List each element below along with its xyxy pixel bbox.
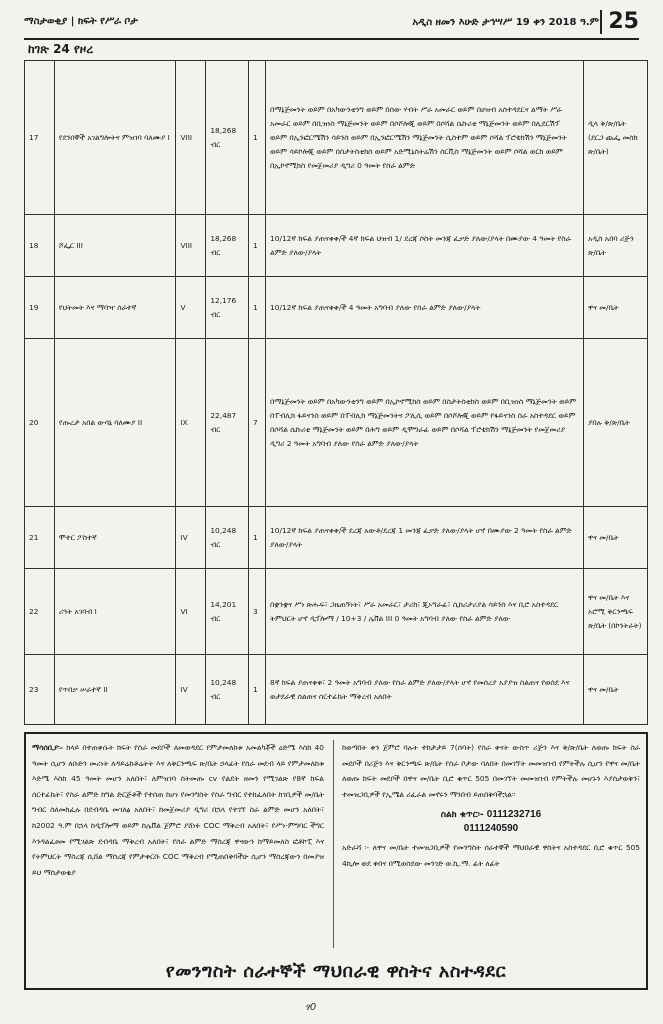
phone-number-2: 0111240590 [463, 823, 519, 835]
salary: 10,248 ብር [206, 655, 249, 725]
vacancy-count: 1 [248, 655, 265, 725]
requirements: በቋንቋና ሥነ ጽሑፍ፣ ጋዜጠኝነት፣ ሥራ አመራር፣ ታሪክ፣ ጂኦግራፊ፣ ሲከሪታሪያል ሳይንስ እና ቢሮ አስተዳደር ትምህርት ሆኖ ዲፕሎማ / 10+3 / ሌቨል III 0 ዓመት አግባብ ያለው የስራ ልምድ ያለው [266, 569, 584, 655]
table-row [25, 61, 648, 215]
salary: 12,176 ብር [206, 277, 249, 339]
job-title: የህትመት እና ማባዣ ሰራተኛ [54, 277, 176, 339]
phone-block [342, 808, 640, 836]
table-row [25, 569, 648, 655]
notice-right-text: ከወጣበት ቀን ጀምሮ ባሉት ተከታታይ 7(ሰባት) የስራ ቀናት ውስጥ ሪጅን እና ቅ/ጽ/ቤት ለወጡ ክፍት ስራ መደቦች በሪጅን እና ቅርንጫፍ ጽ/ቤት የስራ ቦታው ባለበት በመገኘት መመዝገብ የምትችሉ ሲሆን የዋና መ/ቤት ለወጡ ክፍት መደቦች በዋና መ/ቤት ቢሮ ቁጥር 505 በመገኘት መመዝገብ የምትችሉ መሆኑን እያስታወቅን፣ ተመዝጋቢዎች የኢሜል ሪፈራል መኖሩን ማንበብ ይጠበቅባችኋል፡፡ [342, 743, 640, 799]
table-row [25, 655, 648, 725]
row-number: 23 [25, 655, 55, 725]
vacancy-count: 1 [248, 277, 265, 339]
agency-name: የመንግስት ሰራተኞች ማህበራዊ ዋስትና አስተዳደር [165, 961, 507, 982]
salary: 18,268 ብር [206, 215, 249, 277]
job-grade: VIII [176, 215, 206, 277]
requirements: 8ኛ ክፍል ያጠናቀቀ፣ 2 ዓመት አግባብ ያለው የስራ ልምድ ያለው/ያላት ሆኖ የመሰረያ አያያዝ ስልጠና የወሰደ እና ወታደራዊ ስልጠና ሰርተፊኬት ማቅረብ አለበት [266, 655, 584, 725]
address-text: አድራሻ ፡- ለዋና መ/ቤት ተመዝጋቢዎች የመንግስት ሰራተኞች ማህበራዊ ዋስትና አስተዳደር ቢሮ ቁጥር 505 4ኪሎ ወደ ቀበና በሚወስደው መንገድ ወ.ኪ.ማ. ፊት ለፊት [342, 843, 640, 868]
table-row [25, 277, 648, 339]
notice-right-column [342, 740, 640, 872]
row-number: 20 [25, 339, 55, 507]
job-title: የደንበኞች አገልግሎትና ምዝገባ ባለሙያ I [54, 61, 176, 215]
row-number: 22 [25, 569, 55, 655]
vacancy-count: 7 [248, 339, 265, 507]
vacancy-count: 1 [248, 215, 265, 277]
row-number: 17 [25, 61, 55, 215]
salary: 10,248 ብር [206, 507, 249, 569]
requirements: በማኔጅመንት ወይም በአካውንቲንግ ወይም በሰው ሃብት ሥራ አመራር ወይም በሀዝብ አስተዳደርና ልማት ሥራ አመራር ወይም በቢዝነስ ማኔጅመንት ወይም በሶሾሎጂ ወይም በሶሻል ሴኩሪቲ ማኔጅመንት ወይም በሊደርሽፕ ወይም በኢንፎርሜሽን ሳይንስ ወይም በኢንፎርሜሽን ማኔጅመንት ሲስተም ወይም ሶሻል ፕሮቴክሽን ማኔጅመንት ወይም ሳይኮሎጂ ወይም በስታትስቲክስ ወይም አድሚኒስትሬሽን ሰርቪስ ማኔጅመንት ወይም ሶሻል ወርክ ወይም በኢኮኖሚክስ የመጀመሪያ ዲግሪ 0 ዓመት የስራ ልምድ [266, 61, 584, 215]
job-grade: VIII [176, 61, 206, 215]
phone-number-1: 0111232716 [486, 809, 542, 821]
vacancy-count: 1 [248, 61, 265, 215]
requirements: 10/12ኛ ክፍል ያጠናቀቀ/ች ደረጃ አውቶ/ደረጃ 1 መንጃ ፈቃድ ያለው/ያላት ሆኖ በሙያው 2 ዓመት የስራ ልምድ ያለው/ያላት [266, 507, 584, 569]
notice-box [24, 732, 648, 990]
row-number: 18 [25, 215, 55, 277]
work-place: ዋና መ/ቤት እና ኦሮሚ ቅርንጫፍ ጽ/ቤት (በኮንትራት) [583, 569, 647, 655]
row-number: 19 [25, 277, 55, 339]
table-row [25, 339, 648, 507]
column-divider [333, 740, 334, 948]
footer-page-mark: ፃ0 [305, 1002, 317, 1013]
notice-left-column [32, 740, 324, 880]
requirements: 10/12ኛ ክፍል ያጠናቀቀ/ች 4ኛ ክፍል ህዝብ 1/ ደረጃ ሶስት መንጃ ፈቃድ ያለው/ያላት በሙያው 4 ዓመት የስራ ልምድ ያለው/ያላት [266, 215, 584, 277]
salary: 22,487 ብር [206, 339, 249, 507]
job-grade: IV [176, 507, 206, 569]
job-title: የጡረታ አበል ውሳኔ ባለሙያ II [54, 339, 176, 507]
job-grade: V [176, 277, 206, 339]
salary: 14,201 ብር [206, 569, 249, 655]
vacancy-count: 3 [248, 569, 265, 655]
notice-label: ማሳሰቢያ፡- [32, 743, 63, 752]
work-place: ዋና መ/ቤት [583, 277, 647, 339]
job-grade: VI [176, 569, 206, 655]
header-section-label: ማስታወቂያ | ክፍት የሥራ ቦታ [24, 16, 138, 27]
work-place: ዲላ ቅ/ጽ/ቤት (ደርጋ ጨፌ መስክ ጽ/ቤት) [583, 61, 647, 215]
job-grade: IX [176, 339, 206, 507]
vacancy-table [24, 60, 648, 725]
continued-from-label: ከገጽ 24 የዞረ [28, 42, 94, 56]
job-title: ሾፌር III [54, 215, 176, 277]
vacancy-count: 1 [248, 507, 265, 569]
job-title: ሪጓት አገባብ I [54, 569, 176, 655]
job-title: ሞተር ፖስተኛ [54, 507, 176, 569]
job-grade: IV [176, 655, 206, 725]
work-place: ያበሉ ቅ/ጽ/ቤት [583, 339, 647, 507]
page-header [24, 10, 639, 40]
header-issue-date: አዲስ ዘመን እሁድ ታኅሣሥ 19 ቀን 2018 ዓ.ም [412, 17, 599, 28]
work-place: ዋና መ/ቤት [583, 507, 647, 569]
table-row [25, 215, 648, 277]
page-number: 25 [600, 10, 639, 34]
work-place: አዲስ አበባ ሪጅን ጽ/ቤት [583, 215, 647, 277]
requirements: 10/12ኛ ክፍል ያጠናቀቀ/ች 4 ዓመት አግባብ ያለው የስራ ልምድ ያለው/ያላት [266, 277, 584, 339]
notice-left-text: ከላይ በተጠቀሱት ክፍት የስራ መደቦች ለመወዳደር የምታመለከቱ አመልካቾች ዕድሜ እስከ 40 ዓመት ሲሆን ለቡድን መሪነት ለዳይሬክቶሬትት እና ለቅርንጫፍ ጽ/ቤት ኃላፊት የስራ መደብ ላይ የምታመለከቱ እድሜ እስከ 45 ዓመት መሆን አለበት፣ ለምዝገባ ስትመጡ cv የልደት ዘመን የሚገልጽ የ8ኛ ክፍል ሰርተፊኬት፣ የስራ ልምድ ከግል ድርጅቶች የተሰጠ ከሆነ የመንግስት የስራ ግብር የተከፈለበት ከገቢዎች መ/ቤት ግብር ስለመከፈሉ በደብዳቤ መገለፅ አለበት፣ ከመጀመሪያ ዲግሪ በኋላ የተገኘ ስራ ልምድ መሆን አለበት፣ ከ2002 ዓ.ም በኋላ ከዲፕሎማ ወይም ከሌቨል ጀምሮ ያሸነፉ COC ማቅረብ አለበት፣ የሥነ-ምግባር ችግር እንዳልፈፀመ የሚገልጽ ደብዳቤ ማቅረብ አለበት፣ የስራ ልምድ ማስረጃ ዋናውን ከማይመለስ ፎቶኮፒ እና የትምህርት ማስረጃ ሲሸል ማስረጃ የምታቀርቡ COC ማቅረብ የሚጠበቅባችሁ ሲሆን ማስረጃውን በመያዝ ይህ ማስታወቂያ [32, 743, 324, 877]
job-title: የጥበቃ ሠራተኛ II [54, 655, 176, 725]
work-place: ዋና መ/ቤት [583, 655, 647, 725]
salary: 18,268 ብር [206, 61, 249, 215]
table-row [25, 507, 648, 569]
phone-label: ስልክ ቁጥር፡- [440, 810, 484, 821]
requirements: በማኔጅመንት ወይም በአካውንቲንግ ወይም በኢኮኖሚክስ ወይም በስታትስቲክስ ወይም በቢዝነስ ማኔጅመንት ወይም በፐብሊክ ፋይናንስ ወይም በፐብሊክ ማኔጅመንትና ፖሊሲ ወይም በሶሾሎጂ ወይም የፋይናንስ ስራ አስተዳደር ወይም በሶሻል ሴኩሪቲ ማኔጅመንት ወይም በሕግ ወይም ዲሞግራፊ ወይም በሶሻል ፕሮቴክሽን ማኔጅመንት የመጀመሪያ ዲግሪ 2 ዓመት አግባብ ያለው የስራ ልምድ ያለው/ያላት [266, 339, 584, 507]
row-number: 21 [25, 507, 55, 569]
